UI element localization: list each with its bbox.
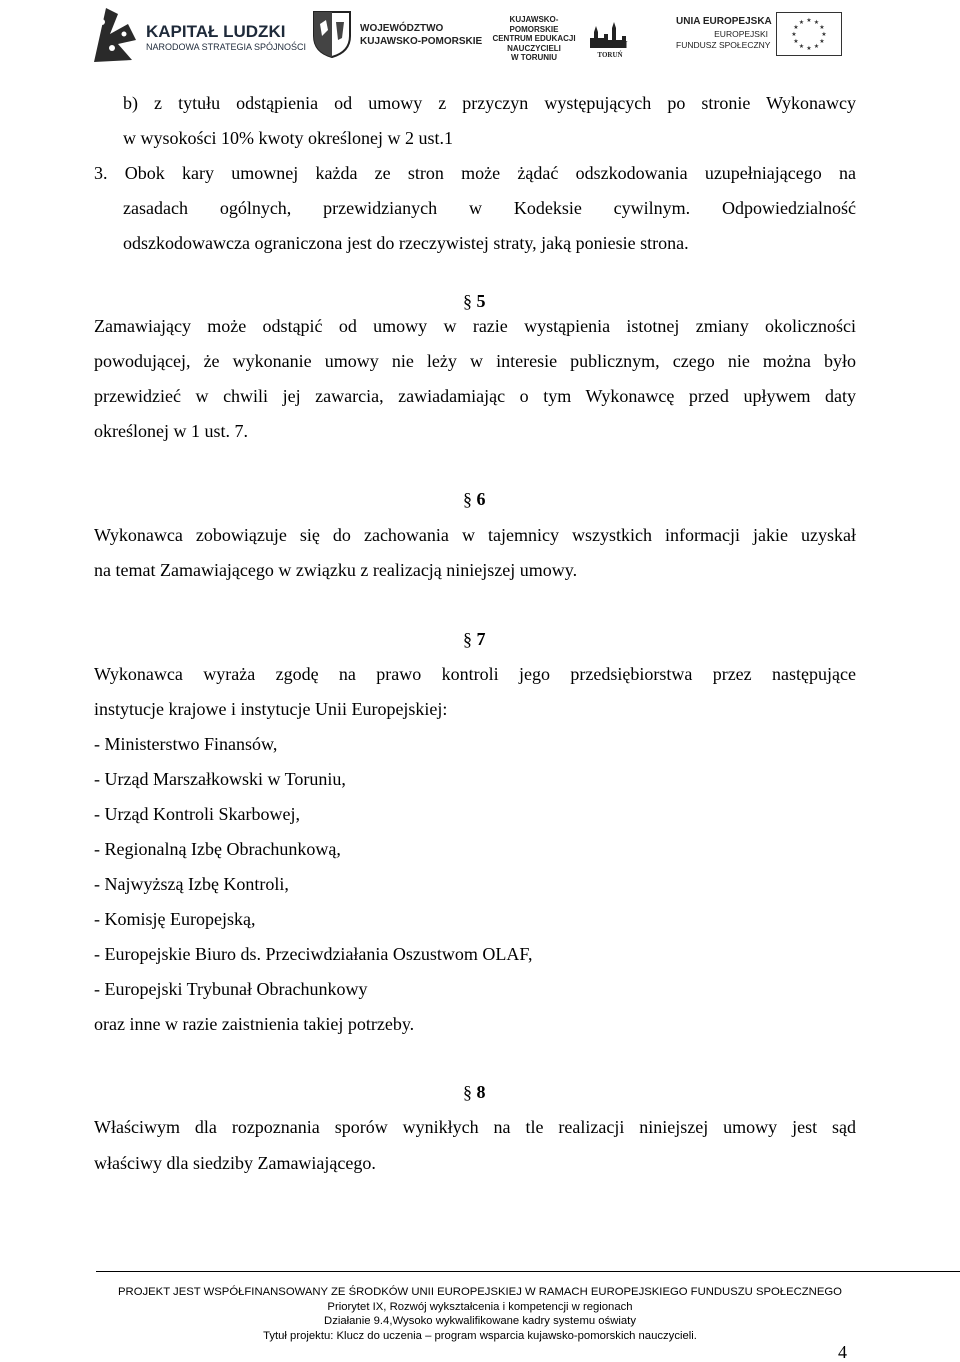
section-7-line: oraz inne w razie zaistnienia takiej potrzeby. [94, 1014, 415, 1034]
item-b-line1-text: b) z tytułu odstąpienia od umowy z przyczyn występujących po stronie Wykonawcy [123, 93, 856, 113]
section-7-list-item: - Regionalną Izbę Obrachunkową, [94, 839, 341, 859]
section-7-line: instytucje krajowe i instytucje Unii Europejskiej: [94, 699, 448, 719]
kpcen-line: W TORUNIU [510, 53, 558, 62]
kpcen-logo [488, 10, 648, 65]
section-5-heading: § 5 [463, 290, 503, 312]
kapital-ludzki-logo [88, 4, 307, 64]
item-b-line2: w wysokości 10% kwoty określonej w 2 ust.1 [123, 128, 453, 148]
section-7-line [94, 663, 856, 685]
section-5-line-text: Zamawiający może odstąpić od umowy w razie wystąpienia istotnej zmiany okoliczności [94, 316, 856, 336]
header-logos [0, 0, 960, 70]
kapital-ludzki-subtitle: NARODOWA STRATEGIA SPÓJNOŚCI [146, 42, 307, 52]
unia-line1: UNIA EUROPEJSKA [676, 16, 772, 27]
kpcen-institution-name [488, 15, 580, 63]
svg-text:★: ★ [791, 31, 797, 38]
section-8-line-text: Właściwym dla rozpoznania sporów wynikłych na tle realizacji niniejszej umowy jest sąd [94, 1117, 856, 1137]
section-7-list-item: - Najwyższą Izbę Kontroli, [94, 874, 289, 894]
section-7-line-text: Wykonawca wyraża zgodę na prawo kontroli jego przedsiębiorstwa przez następujące [94, 664, 856, 684]
unia-line3: FUNDUSZ SPOŁECZNY [676, 40, 771, 50]
section-7-list-item: - Europejskie Biuro ds. Przeciwdziałania Oszustwom OLAF, [94, 944, 533, 964]
wojewodztwo-line1: WOJEWÓDZTWO [360, 23, 444, 34]
svg-text:★: ★ [819, 38, 825, 45]
kpcen-line: KUJAWSKO-POMORSKIE [509, 15, 559, 34]
section-7-list-item: - Europejski Trybunał Obrachunkowy [94, 979, 368, 999]
section-7-list-item: - Urząd Marszałkowski w Toruniu, [94, 769, 346, 789]
footer-line3: Działanie 9.4,Wysoko wykwalifikowane kadry systemu oświaty [324, 1315, 636, 1327]
footer [0, 1285, 960, 1343]
section-5-line [94, 385, 856, 407]
section-5-line: określonej w 1 ust. 7. [94, 421, 248, 441]
item-3-line1-text: 3. Obok kary umownej każda ze stron może żądać odszkodowania uzupełniającego na [94, 163, 856, 183]
kapital-ludzki-emblem-icon [88, 4, 144, 64]
kpcen-city: TORUŃ [597, 51, 623, 59]
item-3-line3: odszkodowawcza ograniczona jest do rzeczywistej straty, jaką poniesie strona. [123, 233, 689, 253]
svg-text:★: ★ [813, 43, 820, 50]
section-5-line-text: powodującej, że wykonanie umowy nie leży w interesie publicznym, czego nie można było [94, 351, 856, 371]
svg-text:★: ★ [793, 24, 799, 31]
svg-text:★: ★ [798, 43, 805, 50]
svg-text:★: ★ [798, 19, 805, 26]
section-7-heading: § 7 [463, 628, 503, 650]
section-6-heading: § 6 [463, 488, 503, 510]
svg-text:★: ★ [793, 38, 799, 45]
section-7-list-item: - Ministerstwo Finansów, [94, 734, 278, 754]
kpcen-line: NAUCZYCIELI [507, 43, 561, 53]
coat-of-arms-icon [312, 10, 352, 58]
item-3-line1 [94, 162, 856, 184]
section-7-list-item: - Komisję Europejską, [94, 909, 256, 929]
wojewodztwo-logo [312, 10, 483, 62]
section-5-line [94, 315, 856, 337]
footer-line1: PROJEKT JEST WSPÓŁFINANSOWANY ZE ŚRODKÓW UNII EUROPEJSKIEJ W RAMACH EUROPEJSKIEGO FUNDUSZU SPOŁECZNEGO [118, 1286, 842, 1298]
kpcen-name: KPCEN [592, 40, 628, 51]
wojewodztwo-line2: KUJAWSKO-POMORSKIE [360, 36, 483, 47]
eu-flag-icon [776, 12, 842, 56]
section-6-line [94, 524, 856, 546]
section-6-line: na temat Zamawiającego w związku z realizacją niniejszej umowy. [94, 560, 578, 580]
svg-text:★: ★ [806, 17, 812, 24]
item-3-line2 [123, 197, 856, 219]
kpcen-line: CENTRUM EDUKACJI [492, 34, 576, 43]
section-5-line-text: przewidzieć w chwili jej zawarcia, zawiadamiając o tym Wykonawcę przed upływem daty [94, 386, 856, 406]
section-8-line: właściwy dla siedziby Zamawiającego. [94, 1153, 376, 1173]
section-8-heading: § 8 [463, 1081, 503, 1103]
svg-text:★: ★ [819, 24, 825, 31]
item-3-line2-text: zasadach ogólnych, przewidzianych w Kodeksie cywilnym. Odpowiedzialność [123, 198, 856, 218]
svg-text:★: ★ [806, 45, 812, 52]
item-b-line1 [123, 92, 856, 114]
section-6-line-text: Wykonawca zobowiązuje się do zachowania w tajemnicy wszystkich informacji jakie uzyskał [94, 525, 856, 545]
page-number: 4 [838, 1342, 847, 1362]
footer-divider [96, 1271, 960, 1272]
section-7-list-item: - Urząd Kontroli Skarbowej, [94, 804, 300, 824]
svg-text:★: ★ [821, 31, 827, 38]
footer-line2: Priorytet IX, Rozwój wykształcenia i kompetencji w regionach [327, 1300, 633, 1313]
unia-line2: EUROPEJSKI [714, 29, 768, 39]
unia-europejska-logo [676, 10, 846, 62]
section-8-line [94, 1116, 856, 1138]
footer-line4: Tytuł projektu: Klucz do uczenia – program wsparcia kujawsko-pomorskich nauczycieli. [263, 1329, 697, 1342]
kapital-ludzki-title: KAPITAŁ LUDZKI [146, 22, 286, 41]
svg-text:★: ★ [813, 19, 820, 26]
section-5-line [94, 350, 856, 372]
